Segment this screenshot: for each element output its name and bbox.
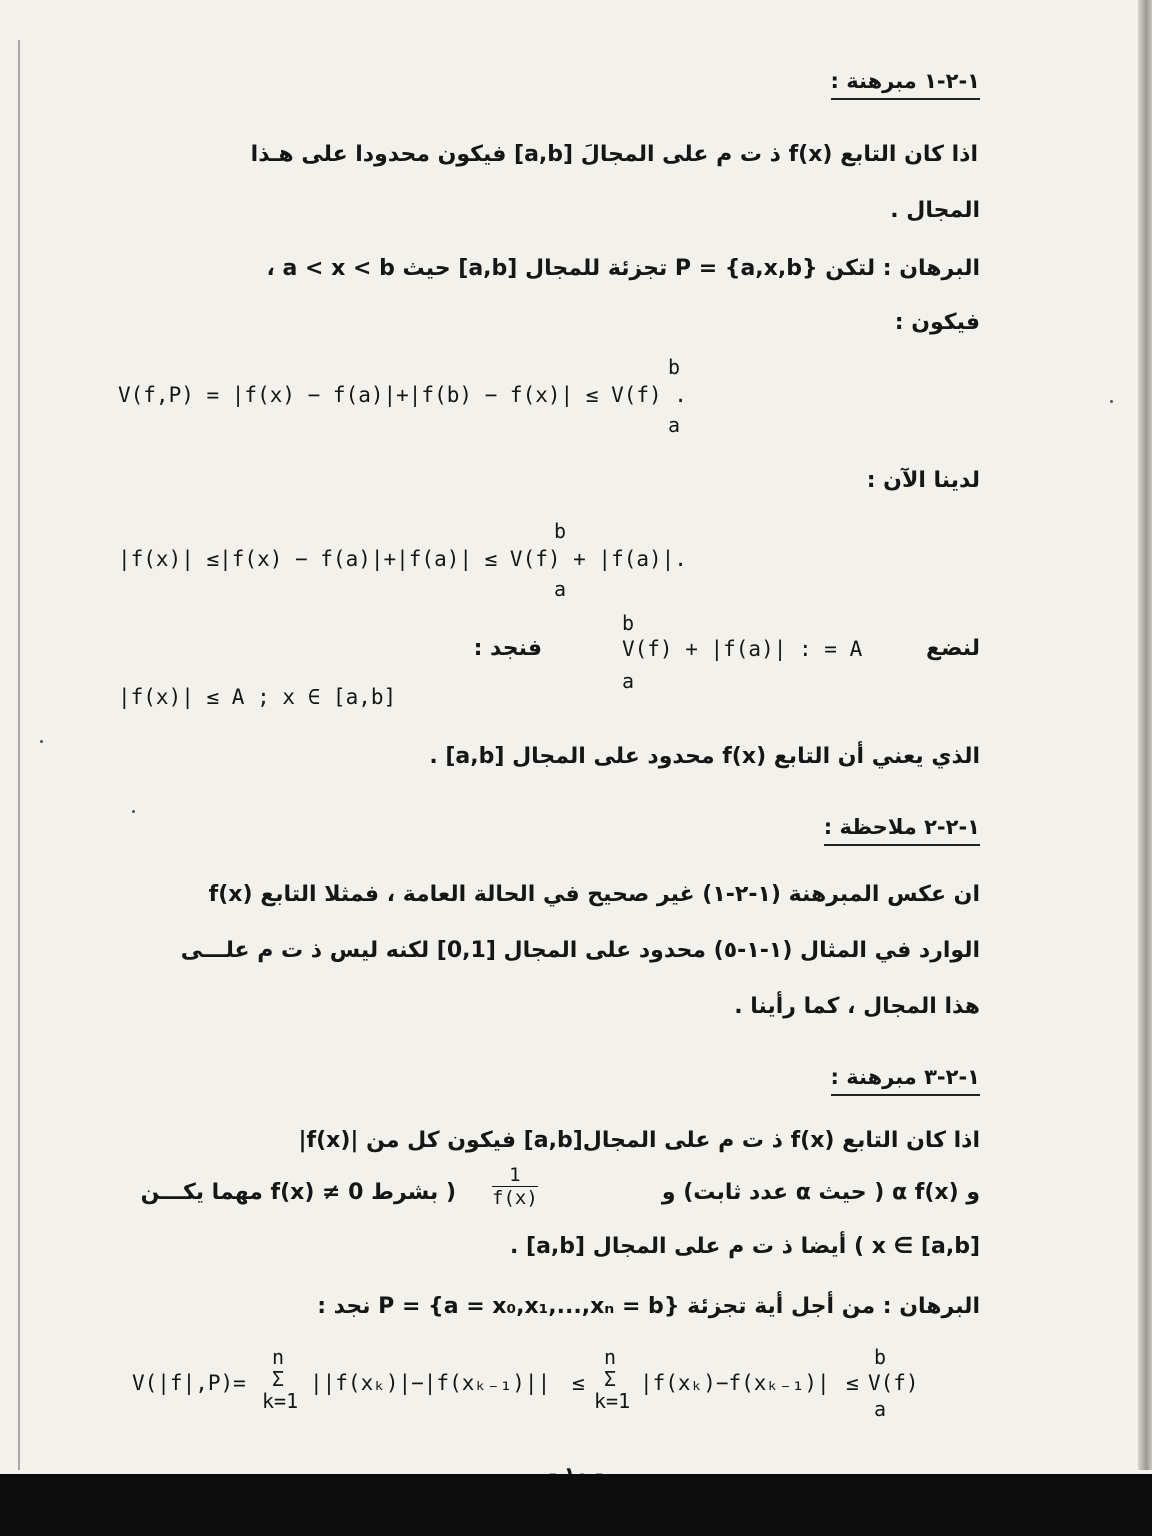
now-label: لدينا الآن : — [866, 468, 980, 493]
right-page-edge — [1138, 0, 1152, 1470]
eq5-right-term: |f(xₖ)−f(xₖ₋₁)| — [640, 1371, 830, 1395]
equation-bound-estimate: |f(x)| ≤|f(x) − f(a)|+|f(a)| ≤ V(f) + |f(a)|. — [118, 547, 687, 571]
equation-define-A: V(f) + |f(a)| : = A — [622, 637, 863, 661]
find-text: فنجد : — [473, 636, 542, 661]
eq2-upper-limit: b — [554, 519, 567, 543]
eq5-vf-lower: a — [874, 1397, 887, 1421]
eq5-sum2-upper: n — [604, 1345, 617, 1369]
theorem-1-conclusion: الذي يعني أن التابع (f(x محدود على المجال [a,b] . — [429, 744, 980, 769]
theorem-2-proof-line-1: البرهان : من أجل أية تجزئة {P = {a = x₀,x₁,...,xₙ = b نجد : — [317, 1294, 980, 1319]
theorem-1-proof-line-1: البرهان : لتكن {P = {a,x,b تجزئة للمجال [a,b] حيث a < x < b ، — [266, 256, 980, 281]
remark-line-1: ان عكس المبرهنة (١-٢-١) غير صحيح في الحالة العامة ، فمثلا التابع (f(x — [208, 882, 980, 907]
eq5-sum1-lower: k=1 — [262, 1389, 299, 1413]
eq3-upper-limit: b — [622, 611, 635, 635]
scan-speck — [1110, 400, 1113, 403]
theorem-2-line-3: x ∈ [a,b] ) أيضا ذ ت م على المجال [a,b] . — [510, 1234, 980, 1259]
eq5-sum2-sigma: Σ — [604, 1367, 617, 1391]
theorem-1-proof-line-2: فيكون : — [894, 310, 980, 335]
theorem-1-statement-line-1: اذا كان التابع (f(x ذ ت م على المجالَ [a,b] فيكون محدودا على هـذا — [250, 142, 978, 167]
let-text: لنضع — [926, 636, 980, 661]
theorem-2-line-2-part-2: ( بشرط f(x) ≠ 0 مهما يكـــن — [140, 1180, 456, 1205]
eq1-lower-limit: a — [668, 413, 681, 437]
eq5-middle-term: ||f(xₖ)|−|f(xₖ₋₁)|| — [310, 1371, 551, 1395]
left-page-edge — [18, 40, 20, 1470]
eq5-le-1: ≤ — [572, 1371, 585, 1395]
remark-heading: ١-٢-٢ ملاحظة : — [824, 812, 980, 846]
fraction-numerator: 1 — [492, 1164, 538, 1187]
scan-speck — [132, 810, 135, 813]
eq1-upper-limit: b — [668, 355, 681, 379]
reciprocal-fraction — [492, 1164, 538, 1209]
eq5-lhs: V(|f|,P)= — [132, 1371, 246, 1395]
eq5-sum1-upper: n — [272, 1345, 285, 1369]
theorem-2-line-2-part-1: و α f(x) ( حيث α عدد ثابت) و — [661, 1180, 980, 1205]
theorem-1-statement-line-2: المجال . — [890, 198, 980, 223]
eq5-vf-upper: b — [874, 1345, 887, 1369]
fraction-denominator: f(x) — [492, 1187, 538, 1209]
theorem-2-line-1: اذا كان التابع (f(x ذ ت م على المجال[a,b] فيكون كل من |(f(x| — [298, 1128, 980, 1153]
equation-variation-partition: V(f,P) = |f(x) − f(a)|+|f(b) − f(x)| ≤ V(f) . — [118, 383, 687, 407]
remark-line-3: هذا المجال ، كما رأينا . — [734, 994, 980, 1019]
equation-bounded-by-A: |f(x)| ≤ A ; x ∈ [a,b] — [118, 685, 397, 709]
eq5-total-variation: V(f) — [868, 1371, 919, 1395]
eq2-lower-limit: a — [554, 577, 567, 601]
scan-bottom-shadow — [0, 1474, 1152, 1536]
remark-line-2: الوارد في المثال (١-١-٥) محدود على المجال [0,1] لكنه ليس ذ ت م علـــى — [180, 938, 980, 963]
eq5-sum1-sigma: Σ — [272, 1367, 285, 1391]
theorem-2-heading: ١-٢-٣ مبرهنة : — [831, 1062, 980, 1096]
eq5-sum2-lower: k=1 — [594, 1389, 631, 1413]
scan-speck — [40, 740, 43, 743]
eq3-lower-limit: a — [622, 669, 635, 693]
theorem-1-heading: ١-٢-١ مبرهنة : — [831, 66, 980, 100]
eq5-le-2: ≤ — [846, 1371, 859, 1395]
